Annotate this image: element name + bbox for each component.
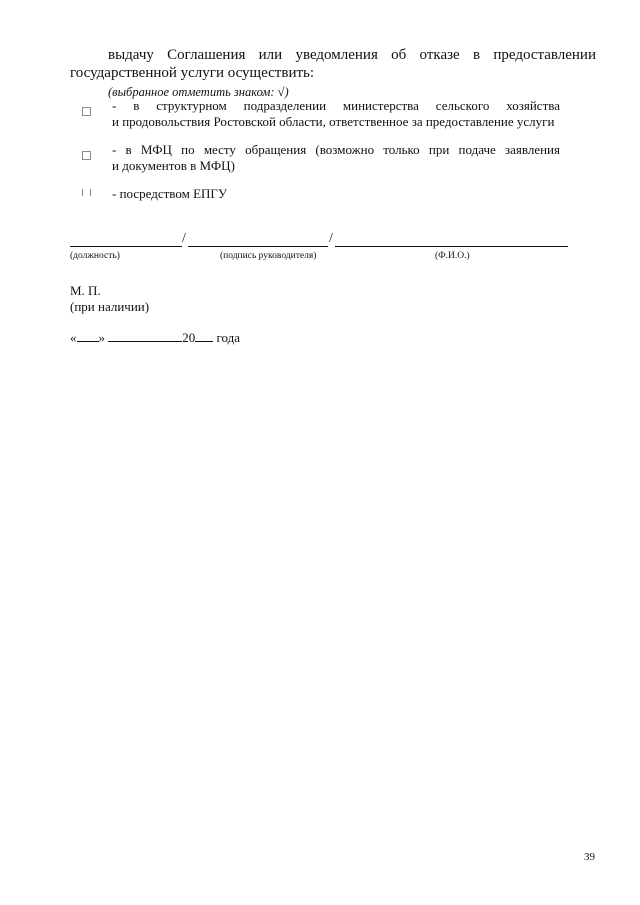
option-department <box>112 98 560 130</box>
stamp-note: (при наличии) <box>70 299 150 314</box>
option-epgu-line1: - посредством ЕПГУ <box>112 186 228 201</box>
date-open-quote: « <box>70 330 77 345</box>
option-mfc-line1: - в МФЦ по месту обращения (возможно только при подаче заявления <box>112 142 560 157</box>
intro-paragraph: выдачу Соглашения или уведомления об отказе в предоставлении государственной услуги осуществить: <box>70 47 596 81</box>
date-line <box>70 329 240 346</box>
month-field[interactable] <box>108 329 182 342</box>
date-century: 20 <box>182 330 196 345</box>
stamp-block <box>70 283 149 315</box>
page-number: 39 <box>584 851 595 863</box>
option-epgu <box>112 186 560 202</box>
option-department-checkbox[interactable] <box>82 107 91 116</box>
caption-name: (Ф.И.О.) <box>435 251 470 261</box>
date-close-quote: » <box>98 330 105 345</box>
separator-slash-2: / <box>329 231 333 246</box>
option-department-line1: - в структурном подразделении министерства сельского хозяйства <box>112 98 560 113</box>
name-field[interactable] <box>335 245 568 247</box>
separator-slash-1: / <box>182 231 186 246</box>
caption-position: (должность) <box>70 251 120 261</box>
option-epgu-checkbox[interactable] <box>82 189 91 196</box>
option-mfc <box>112 142 560 174</box>
option-mfc-line2: и документов в МФЦ) <box>112 158 235 173</box>
caption-signature: (подпись руководителя) <box>220 251 317 261</box>
position-field[interactable] <box>70 245 182 247</box>
signature-line <box>70 231 568 247</box>
selection-note: (выбранное отметить знаком: √) <box>108 85 289 99</box>
day-field[interactable] <box>77 329 99 342</box>
date-suffix: года <box>216 330 241 345</box>
year-field[interactable] <box>195 329 213 342</box>
signature-field[interactable] <box>188 245 328 247</box>
option-department-line2: и продовольствия Ростовской области, ответственное за предоставление услуги <box>112 114 555 129</box>
option-mfc-checkbox[interactable] <box>82 151 91 160</box>
stamp-label: М. П. <box>70 283 101 298</box>
